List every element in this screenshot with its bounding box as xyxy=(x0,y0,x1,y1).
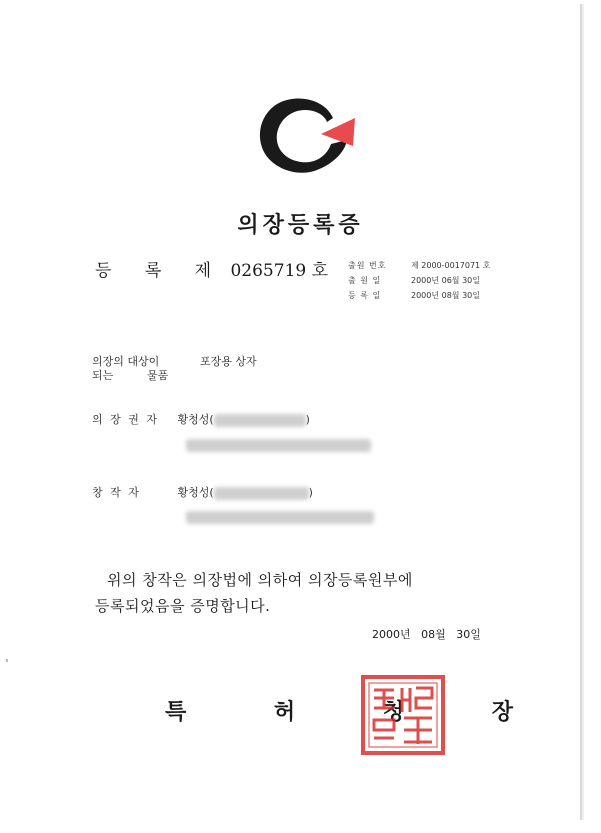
right-holder-section xyxy=(92,411,310,427)
redacted-address xyxy=(186,439,371,452)
certification-statement xyxy=(95,567,413,619)
article-section xyxy=(92,355,257,383)
meta-label: 출 원 일 xyxy=(348,276,382,285)
redacted-address xyxy=(186,511,374,524)
certification-line-1: 위의 창작은 의장법에 의하여 의장등록원부에 xyxy=(107,571,413,589)
article-label-2b: 물품 xyxy=(147,369,169,382)
official-seal-stamp xyxy=(360,674,446,756)
creator-section xyxy=(92,484,313,500)
registration-suffix: 호 xyxy=(311,261,329,281)
meta-value: 2000년 08월 30일 xyxy=(411,291,480,300)
article-label-2: 되는 xyxy=(92,369,114,382)
issuer-title: 특 허 청 장 xyxy=(165,699,553,725)
scan-speck xyxy=(6,659,8,662)
creator-label: 창 작 자 xyxy=(92,486,141,499)
meta-label: 출원 번호 xyxy=(348,261,387,270)
meta-row-filing-date xyxy=(348,273,490,288)
right-holder-name: 황청성( xyxy=(177,413,214,426)
registration-number-line xyxy=(95,256,328,281)
article-label: 의장의 대상이 xyxy=(92,355,160,368)
article-row-2 xyxy=(92,369,257,383)
close-paren: ) xyxy=(308,486,313,499)
certification-line-2: 등록되었음을 증명합니다. xyxy=(95,597,271,615)
document-title: 의장등록증 xyxy=(237,213,364,238)
creator-address xyxy=(186,510,374,524)
filing-details xyxy=(348,258,490,303)
creator-name: 황청성( xyxy=(177,486,214,499)
issue-date: 2000년 08월 30일 xyxy=(372,628,481,641)
meta-row-application-number xyxy=(348,258,490,273)
registration-prefix: 등 록 제 xyxy=(95,261,226,281)
article-row xyxy=(92,355,257,369)
redacted-id xyxy=(214,487,309,500)
patent-office-logo-icon xyxy=(255,92,357,178)
meta-value: 2000년 06월 30일 xyxy=(411,276,480,285)
registration-number: 0265719 xyxy=(230,261,307,281)
meta-row-registration-date xyxy=(348,288,490,303)
redacted-id xyxy=(214,414,306,427)
right-holder-label: 의 장 권 자 xyxy=(92,413,159,426)
article-value: 포장용 상자 xyxy=(200,355,257,368)
right-holder-address xyxy=(186,438,371,452)
close-paren: ) xyxy=(305,413,310,426)
meta-value: 제 2000-0017071 호 xyxy=(411,261,491,270)
meta-label: 등 록 일 xyxy=(348,291,382,300)
